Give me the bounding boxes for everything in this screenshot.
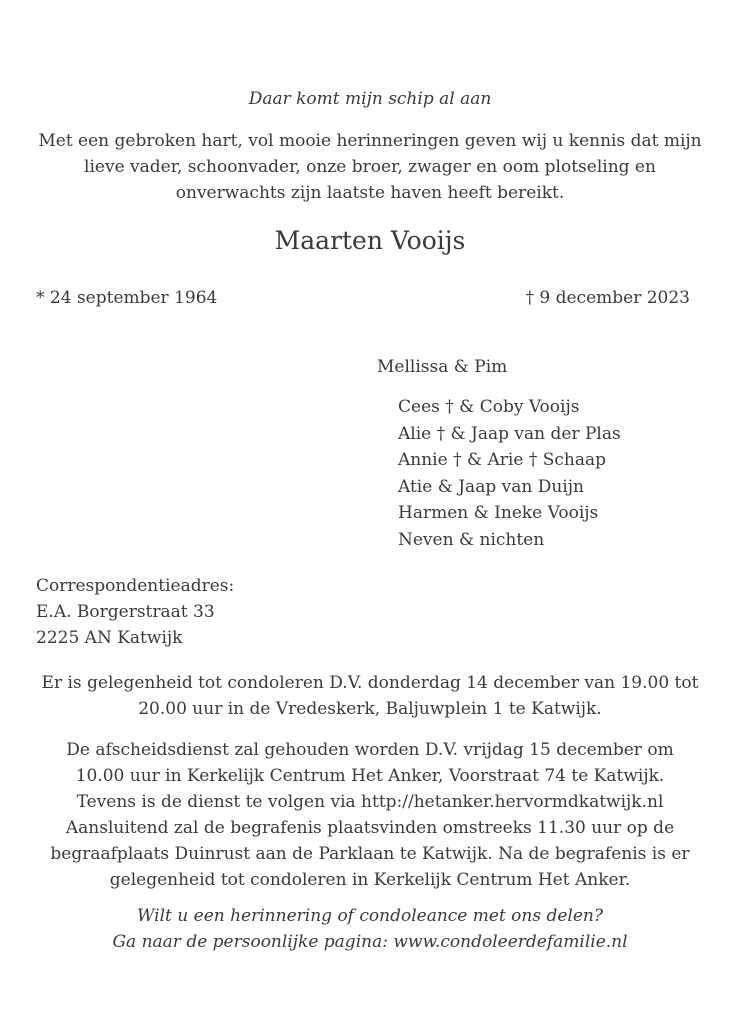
children-names: Mellissa & Pim: [377, 357, 508, 377]
family-item: Atie & Jaap van Duijn: [398, 476, 584, 497]
closing-line: Wilt u een herinnering of condoleance met ons delen?: [137, 906, 603, 926]
birth-date: * 24 september 1964: [36, 288, 218, 308]
service-line: begraafplaats Duinrust aan de Parklaan te Katwijk. Na de begrafenis is er: [50, 844, 690, 864]
correspondence-street: E.A. Borgerstraat 33: [36, 602, 215, 622]
family-item: Annie † & Arie † Schaap: [398, 450, 606, 470]
correspondence-city: 2225 AN Katwijk: [36, 628, 183, 648]
motto: Daar komt mijn schip al aan: [248, 89, 492, 109]
service-line: 10.00 uur in Kerkelijk Centrum Het Anker, Voorstraat 74 te Katwijk.: [75, 766, 665, 786]
family-item: Alie † & Jaap van der Plas: [398, 423, 621, 444]
service-line: De afscheidsdienst zal gehouden worden D.V. vrijdag 15 december om: [66, 740, 674, 760]
intro-line: lieve vader, schoonvader, onze broer, zwager en oom plotseling en: [84, 157, 656, 177]
intro-line: Met een gebroken hart, vol mooie herinneringen geven wij u kennis dat mijn: [38, 131, 702, 151]
service-line: Aansluitend zal de begrafenis plaatsvinden omstreeks 11.30 uur op de: [65, 818, 675, 838]
family-list: [398, 394, 621, 553]
family-item: Harmen & Ineke Vooijs: [398, 503, 599, 523]
condolence-line: 20.00 uur in de Vredeskerk, Baljuwplein 1 te Katwijk.: [138, 699, 602, 719]
intro-paragraph: [0, 128, 740, 206]
family-item: Neven & nichten: [398, 529, 545, 550]
correspondence-address: [36, 573, 234, 651]
condolence-line: Er is gelegenheid tot condoleren D.V. donderdag 14 december van 19.00 tot: [41, 673, 699, 693]
closing-paragraph: [0, 903, 740, 955]
service-paragraph: [0, 737, 740, 893]
death-date: † 9 december 2023: [525, 288, 690, 308]
correspondence-label: Correspondentieadres:: [36, 576, 235, 596]
service-line: gelegenheid tot condoleren in Kerkelijk Centrum Het Anker.: [109, 870, 631, 890]
service-line: Tevens is de dienst te volgen via http://hetanker.hervormdkatwijk.nl: [76, 792, 664, 812]
intro-line: onverwachts zijn laatste haven heeft bereikt.: [175, 183, 565, 203]
deceased-name: Maarten Vooijs: [274, 226, 466, 255]
closing-line-website: Ga naar de persoonlijke pagina: www.condoleerdefamilie.nl: [112, 932, 628, 952]
family-item: Cees † & Coby Vooijs: [398, 397, 580, 417]
condolence-paragraph: [0, 670, 740, 722]
